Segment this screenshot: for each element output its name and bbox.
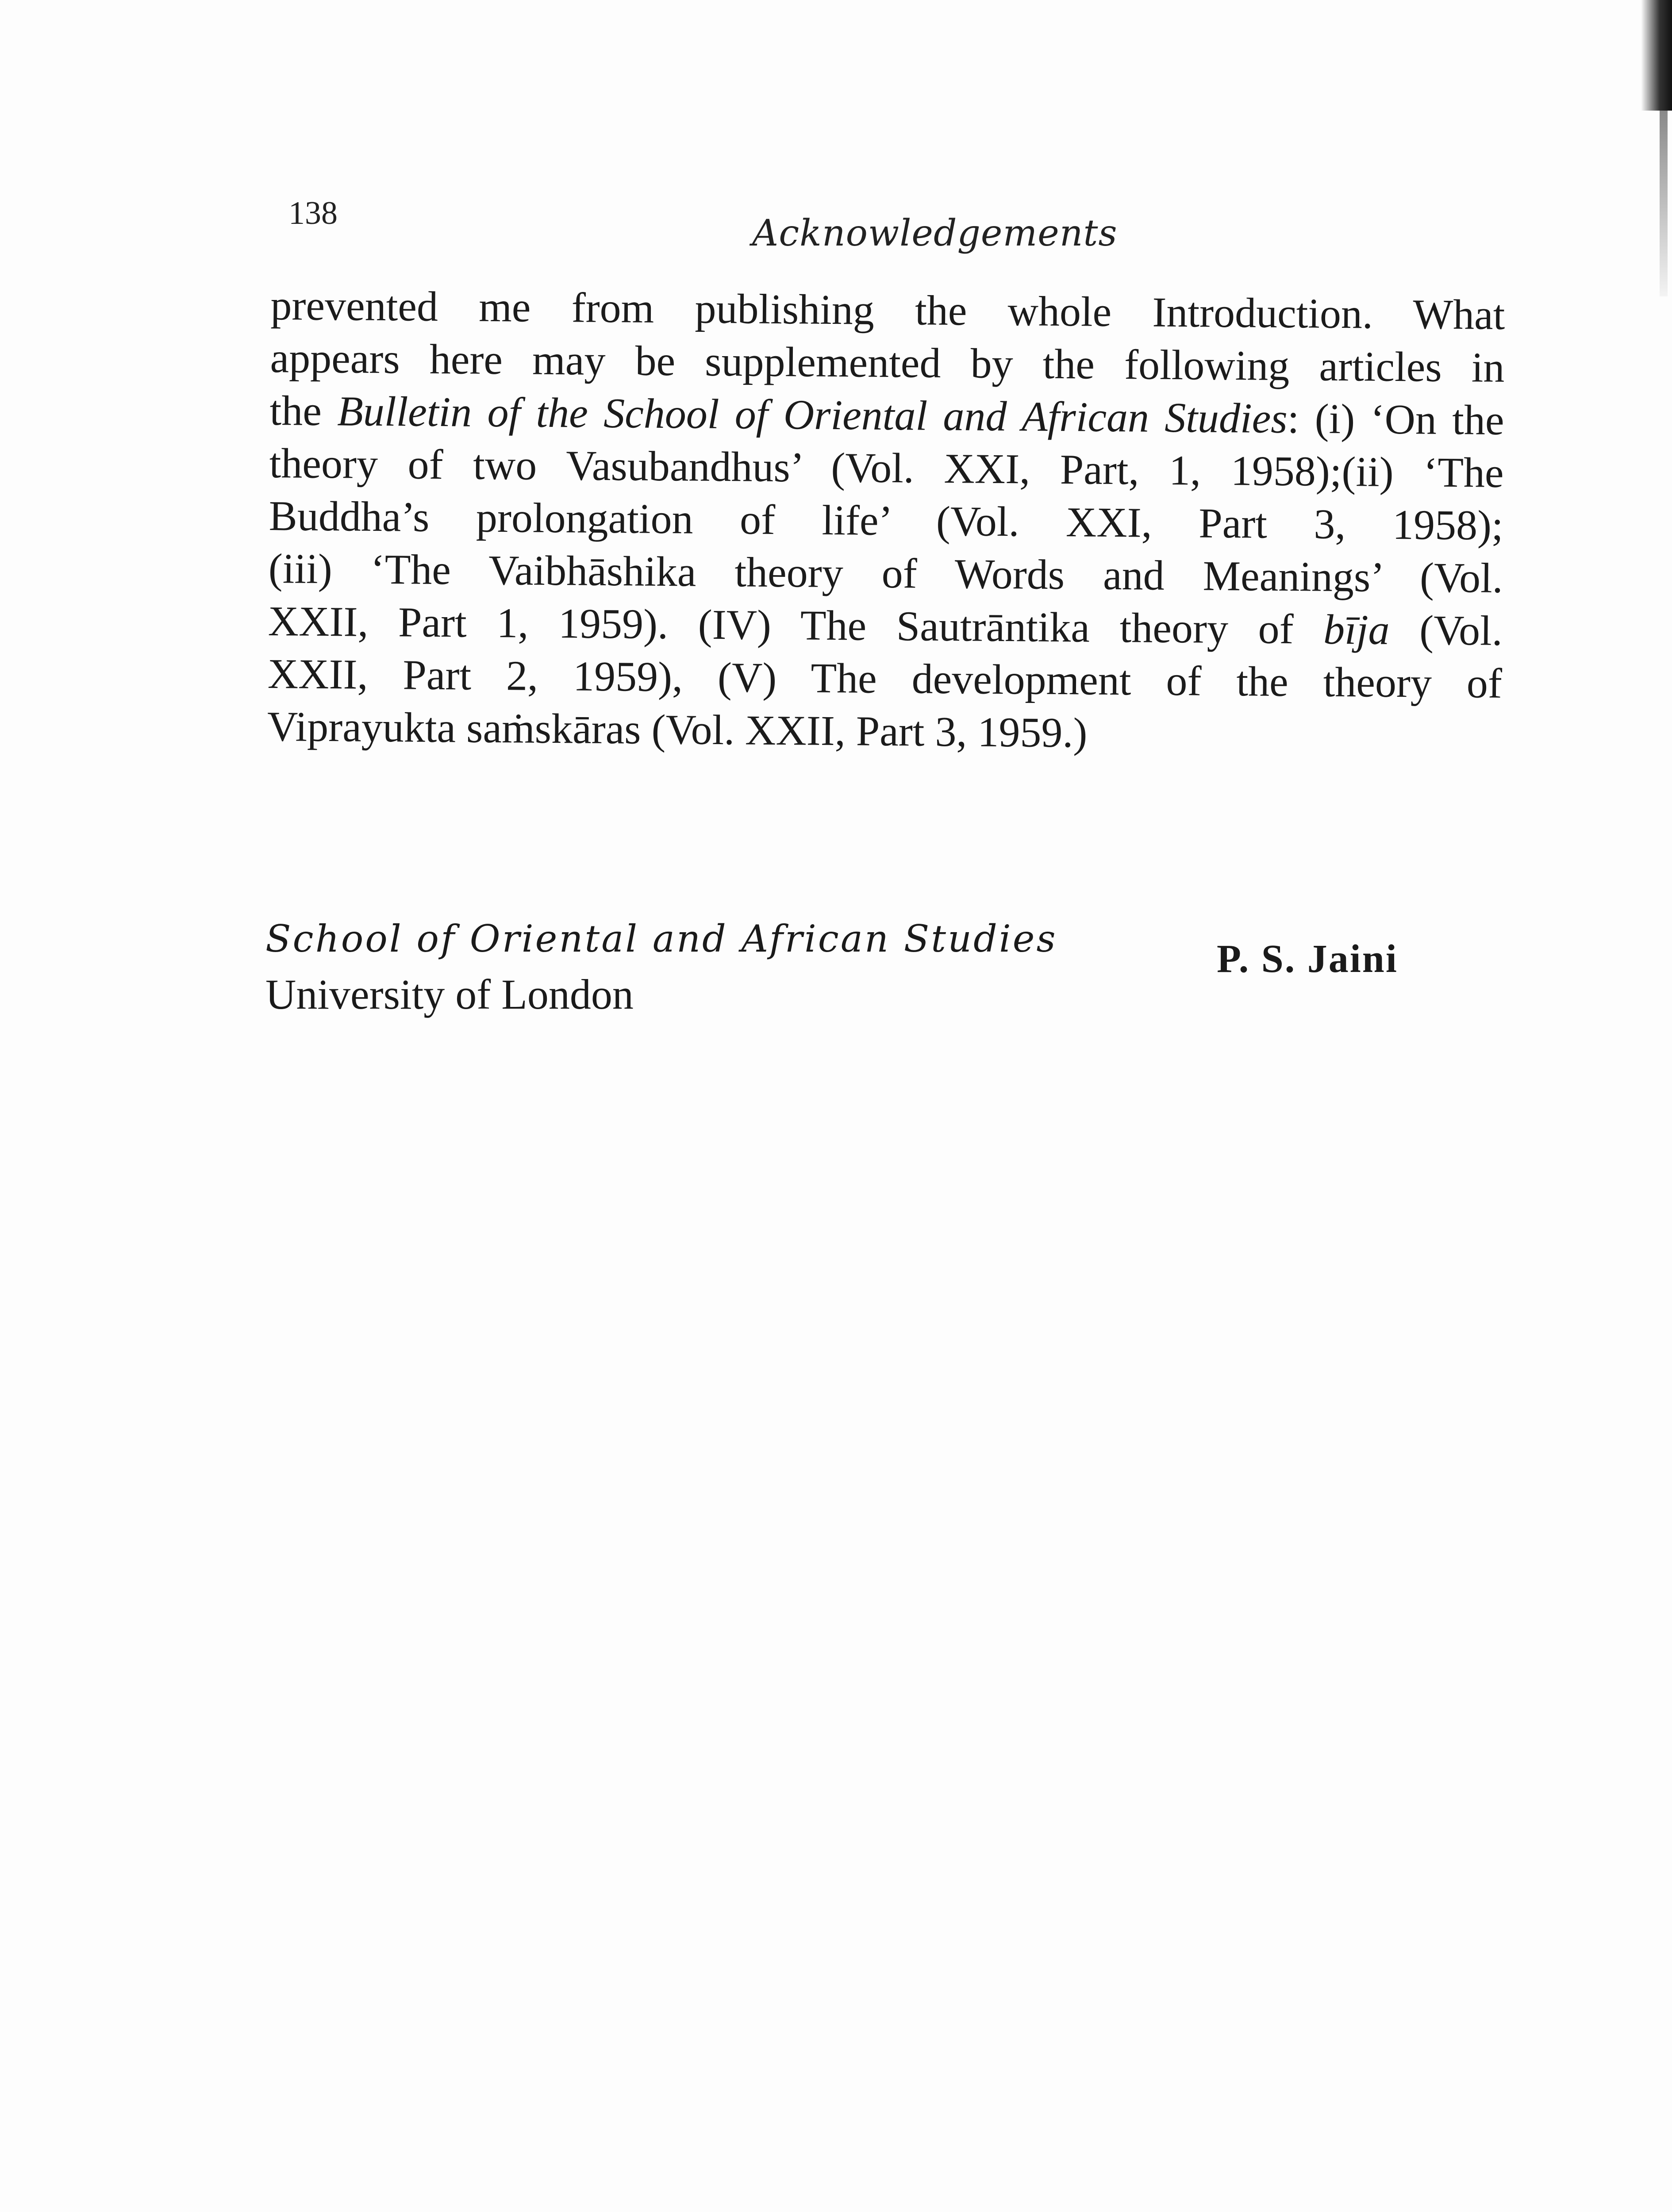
body-line-4: theory of two Vasubandhus’ (Vol. XXI, Part, 1, 1958);(ii) ‘The	[269, 439, 1504, 496]
body-line-1: prevented me from publishing the whole Introduction. What	[270, 281, 1505, 338]
journal-title: Bulletin of the School of Oriental and African Studies	[337, 387, 1288, 442]
body-line-5: Buddha’s prolongation of life’ (Vol. XXI, Part 3, 1958);	[269, 492, 1504, 549]
body-line-7	[268, 595, 1503, 657]
body-paragraph	[267, 279, 1505, 762]
page-header	[283, 195, 1504, 254]
signature-university: University of London	[265, 971, 634, 1018]
body-line-9: Viprayukta saṁskāras (Vol. XXII, Part 3, 1959.)	[267, 702, 1088, 757]
body-line-2: appears here may be supplemented by the following articles in	[270, 334, 1505, 391]
signature-author: P. S. Jaini	[1217, 937, 1398, 981]
signature-institution: School of Oriental and African Studies	[265, 917, 1057, 960]
body-line-6: (iii) ‘The Vaibhāshika theory of Words and Meanings’ (Vol.	[268, 544, 1503, 602]
term-bija: bīja	[1323, 605, 1390, 653]
signature-block	[265, 911, 1504, 1026]
body-line-7-end: (Vol.	[1389, 606, 1503, 654]
body-line-3-end: : (i) ‘On the	[1287, 395, 1505, 444]
body-line-3-start: the	[269, 386, 338, 435]
page-number: 138	[288, 195, 338, 231]
running-title: Acknowledgements	[752, 212, 1118, 254]
scan-edge-streak	[1660, 111, 1668, 296]
scan-edge-shadow	[1641, 0, 1672, 111]
body-line-8: XXII, Part 2, 1959), (V) The development of the theory of	[267, 649, 1503, 707]
body-line-3	[269, 384, 1504, 446]
body-line-7-start: XXII, Part 1, 1959). (IV) The Sautrāntika theory of	[268, 597, 1324, 653]
